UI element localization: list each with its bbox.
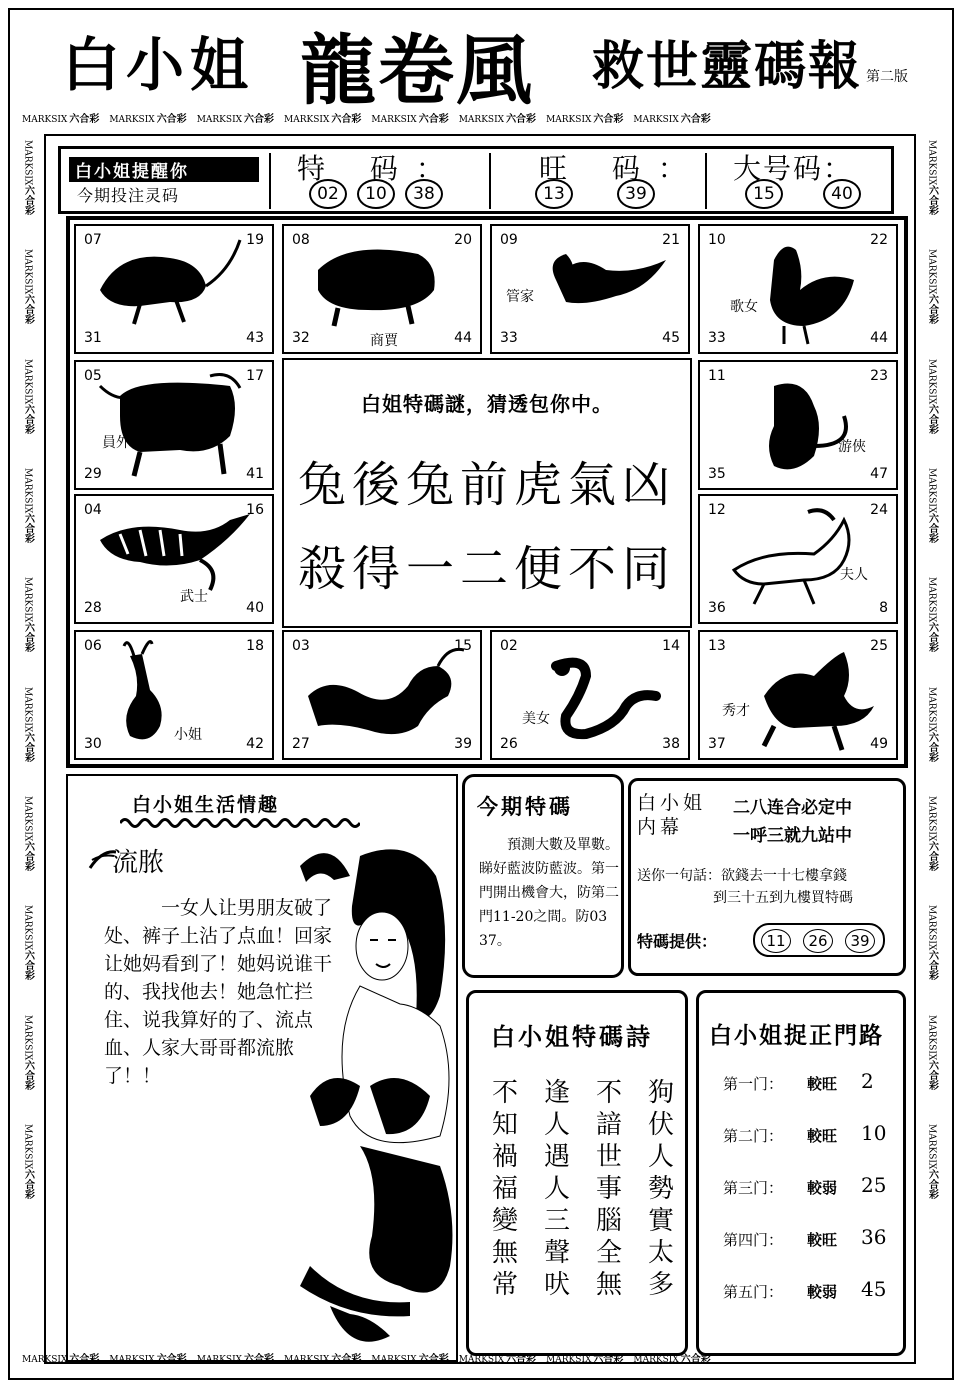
masthead-name: 白小姐 (62, 31, 255, 99)
big-number: 15 (745, 179, 783, 209)
horse-icon (704, 636, 894, 756)
watermark-text: MARKSIX 六合彩 (633, 114, 711, 125)
special-number: 02 (309, 179, 347, 209)
provide-number: 26 (803, 929, 833, 953)
inside-saying-2: 到三十五到九樓買特碼 (713, 890, 853, 906)
zodiac-cell (698, 360, 898, 490)
zodiac-number: 44 (870, 330, 888, 346)
gate-row (723, 1277, 903, 1307)
zodiac-role: 武士 (180, 589, 208, 605)
zodiac-role: 員外 (102, 435, 130, 451)
zodiac-number: 32 (292, 330, 310, 346)
ox-icon (80, 366, 270, 486)
watermark-text: MARKSIX六合彩 (926, 1124, 938, 1200)
zodiac-number: 31 (84, 330, 102, 346)
watermark-text: MARKSIX 六合彩 (196, 1354, 275, 1365)
watermark-column-left (18, 140, 38, 1199)
zodiac-number: 27 (292, 736, 310, 752)
masthead-subtitle: 救世靈碼報 (592, 37, 863, 97)
zodiac-number: 41 (246, 466, 264, 482)
divider (705, 153, 707, 209)
snake-icon (496, 636, 686, 756)
poem-column-1: 不知禍福變無常 (491, 1078, 518, 1300)
poem-title: 白小姐特碼詩 (491, 1022, 653, 1051)
watermark-text: MARKSIX六合彩 (926, 1014, 938, 1091)
provide-label: 特碼提供： (637, 932, 718, 951)
zodiac-cell (74, 494, 274, 624)
divider (269, 153, 271, 209)
zodiac-number: 44 (454, 330, 472, 346)
wang-number: 39 (617, 179, 655, 209)
watermark-text: MARKSIX 六合彩 (109, 1354, 187, 1365)
zodiac-number: 18 (246, 638, 264, 654)
zodiac-role: 管家 (506, 289, 534, 305)
zodiac-number: 02 (500, 638, 518, 654)
life-title: 白小姐生活情趣 (132, 794, 280, 816)
zodiac-number: 35 (708, 466, 726, 482)
zodiac-cell (698, 224, 898, 354)
big-label: 大号码： (733, 152, 854, 185)
gate-number: 10 (861, 1121, 887, 1145)
inside-saying-1: 送你一句話：欲錢去一十七樓拿錢 (637, 868, 847, 884)
poem-panel (466, 990, 688, 1356)
zodiac-role: 小姐 (174, 727, 202, 743)
zodiac-cell (282, 630, 482, 760)
watermark-text: MARKSIX六合彩 (22, 686, 34, 763)
zodiac-cell (698, 494, 898, 624)
zodiac-role: 商賈 (370, 333, 398, 349)
life-humor-panel (66, 774, 458, 1362)
gate-row (723, 1225, 903, 1255)
zodiac-number: 42 (246, 736, 264, 752)
watermark-text: MARKSIX六合彩 (926, 686, 938, 763)
wang-number: 13 (535, 179, 573, 209)
zodiac-role: 美女 (522, 711, 550, 727)
inside-scoop-panel (628, 778, 906, 976)
special-body: 預測大數及單數。睇好藍波防藍波。第一門開出機會大，防第二門11-20之間。防03 37。 (479, 837, 619, 949)
dragon-icon (288, 636, 478, 756)
riddle-box (282, 358, 692, 628)
divider (489, 153, 491, 209)
watermark-text: MARKSIX 六合彩 (546, 1354, 624, 1365)
watermark-text: MARKSIX六合彩 (22, 468, 34, 544)
zodiac-number: 49 (870, 736, 888, 752)
zodiac-cell (282, 224, 482, 354)
zodiac-number: 16 (246, 502, 264, 518)
watermark-text: MARKSIX六合彩 (926, 249, 938, 325)
gate-row (723, 1121, 903, 1151)
gate-status: 較旺 (807, 1127, 838, 1145)
watermark-row-top (22, 110, 711, 125)
zodiac-number: 25 (870, 638, 888, 654)
zodiac-number: 15 (454, 638, 472, 654)
reminder-subtitle: 今期投注灵码 (77, 186, 180, 205)
zodiac-number: 45 (662, 330, 680, 346)
zodiac-number: 28 (84, 600, 102, 616)
watermark-text: MARKSIX六合彩 (22, 577, 34, 653)
special-number: 38 (405, 179, 443, 209)
provide-numbers (753, 923, 885, 957)
zodiac-number: 19 (246, 232, 264, 248)
woman-photo (290, 836, 458, 1360)
big-number: 40 (823, 179, 861, 209)
special-title: 今期特碼 (477, 794, 573, 819)
gate-status: 較旺 (807, 1231, 838, 1249)
wang-label: 旺 码： (539, 152, 704, 185)
zodiac-cell (74, 224, 274, 354)
zodiac-number: 06 (84, 638, 102, 654)
edition-label: 第二版 (866, 69, 908, 85)
monkey-icon (704, 366, 894, 486)
watermark-text: MARKSIX六合彩 (22, 1124, 34, 1200)
gate-label: 第五门： (723, 1283, 784, 1301)
masthead-title: 龍卷風 (300, 26, 534, 115)
watermark-text: MARKSIX 六合彩 (196, 114, 275, 125)
watermark-text: MARKSIX六合彩 (926, 358, 938, 435)
zodiac-cell (490, 630, 690, 760)
zodiac-number: 23 (870, 368, 888, 384)
provide-number: 39 (845, 929, 875, 953)
watermark-text: MARKSIX 六合彩 (284, 1354, 362, 1365)
provide-number: 11 (761, 929, 791, 953)
riddle-line-1: 兔後兔前虎氣凶 (297, 457, 676, 513)
zodiac-number: 30 (84, 736, 102, 752)
special-number: 10 (357, 179, 395, 209)
zodiac-number: 33 (708, 330, 726, 346)
rat-icon (80, 230, 270, 350)
gate-row (723, 1069, 903, 1099)
zodiac-number: 33 (500, 330, 518, 346)
inside-title: 白小姐内幕 (637, 792, 707, 838)
zodiac-number: 10 (708, 232, 726, 248)
watermark-text: MARKSIX六合彩 (22, 140, 34, 216)
gate-status: 較弱 (807, 1283, 838, 1301)
zodiac-number: 47 (870, 466, 888, 482)
watermark-text: MARKSIX 六合彩 (109, 114, 187, 125)
poem-column-2: 逢人遇人三聲吠 (543, 1078, 570, 1300)
reminder-box (69, 157, 259, 207)
watermark-text: MARKSIX 六合彩 (458, 114, 537, 125)
zodiac-number: 20 (454, 232, 472, 248)
gate-number: 25 (861, 1173, 887, 1197)
inside-headline-2: 一呼三就九站中 (733, 826, 852, 846)
watermark-text: MARKSIX 六合彩 (546, 114, 624, 125)
zodiac-number: 26 (500, 736, 518, 752)
watermark-text: MARKSIX 六合彩 (371, 114, 449, 125)
watermark-text: MARKSIX六合彩 (926, 468, 938, 544)
gates-panel (696, 990, 906, 1356)
goat-icon (704, 500, 894, 620)
zodiac-number: 07 (84, 232, 102, 248)
zodiac-role: 秀才 (722, 703, 750, 719)
zodiac-number: 13 (708, 638, 726, 654)
hot-numbers-panel (58, 146, 894, 214)
watermark-text: MARKSIX六合彩 (926, 905, 938, 981)
watermark-column-right (922, 140, 942, 1199)
zodiac-number: 38 (662, 736, 680, 752)
watermark-text: MARKSIX 六合彩 (458, 1354, 537, 1365)
gate-row (723, 1173, 903, 1203)
poem-column-3: 不諳世事腦全無 (595, 1078, 622, 1300)
zodiac-number: 05 (84, 368, 102, 384)
zodiac-cell (74, 360, 274, 490)
zodiac-cell (74, 630, 274, 760)
zodiac-number: 08 (292, 232, 310, 248)
zodiac-number: 12 (708, 502, 726, 518)
reminder-title: 白小姐提醒你 (69, 157, 259, 182)
watermark-text: MARKSIX 六合彩 (284, 114, 362, 125)
watermark-text: MARKSIX六合彩 (926, 577, 938, 653)
zodiac-number: 37 (708, 736, 726, 752)
gate-label: 第四门： (723, 1231, 784, 1249)
gate-number: 2 (861, 1069, 874, 1093)
zodiac-role: 游俠 (838, 439, 866, 455)
rooster-icon (704, 230, 894, 350)
zodiac-role: 夫人 (840, 567, 868, 583)
zodiac-cell (698, 630, 898, 760)
gate-label: 第一门： (723, 1075, 784, 1093)
zodiac-role: 歌女 (730, 299, 758, 315)
watermark-text: MARKSIX 六合彩 (633, 1354, 711, 1365)
inside-headline-1: 二八连合必定中 (733, 798, 852, 818)
riddle-header: 白姐特碼謎，猜透包你中。 (361, 392, 613, 416)
life-subtitle: 流脓 (112, 848, 165, 878)
watermark-text: MARKSIX六合彩 (22, 905, 34, 981)
poem-column-4: 狗伏人勢實太多 (647, 1078, 674, 1300)
zodiac-number: 17 (246, 368, 264, 384)
gate-label: 第三门： (723, 1179, 784, 1197)
zodiac-number: 43 (246, 330, 264, 346)
watermark-text: MARKSIX六合彩 (926, 140, 938, 216)
zodiac-number: 40 (246, 600, 264, 616)
zodiac-number: 09 (500, 232, 518, 248)
zodiac-number: 22 (870, 232, 888, 248)
gate-number: 45 (861, 1277, 887, 1301)
watermark-text: MARKSIX六合彩 (22, 1014, 34, 1091)
wavy-underline (120, 816, 360, 830)
zodiac-number: 11 (708, 368, 726, 384)
life-body: 一女人让男朋友破了处、裤子上沾了点血！回家让她妈看到了！她妈说谁干的、我找他去！她急忙拦住、说我算好的了、流点血、人家大哥哥都流脓了！！ (104, 897, 333, 1087)
watermark-text: MARKSIX六合彩 (22, 796, 34, 872)
watermark-text: MARKSIX六合彩 (22, 358, 34, 435)
special-label: 特 码： (297, 152, 462, 185)
zodiac-number: 29 (84, 466, 102, 482)
zodiac-number: 21 (662, 232, 680, 248)
watermark-text: MARKSIX六合彩 (926, 796, 938, 872)
zodiac-cell (490, 224, 690, 354)
riddle-line-2: 殺得一二便不同 (297, 541, 676, 597)
gate-status: 較弱 (807, 1179, 838, 1197)
zodiac-number: 14 (662, 638, 680, 654)
zodiac-number: 03 (292, 638, 310, 654)
zodiac-number: 8 (879, 600, 888, 616)
zodiac-number: 24 (870, 502, 888, 518)
gate-status: 較旺 (807, 1075, 838, 1093)
gate-number: 36 (861, 1225, 887, 1249)
tiger-icon (80, 500, 270, 620)
zodiac-number: 39 (454, 736, 472, 752)
watermark-text: MARKSIX 六合彩 (22, 1354, 100, 1365)
watermark-text: MARKSIX 六合彩 (371, 1354, 449, 1365)
gates-title: 白小姐捉正門路 (709, 1022, 884, 1049)
watermark-text: MARKSIX 六合彩 (22, 114, 100, 125)
zodiac-number: 36 (708, 600, 726, 616)
watermark-text: MARKSIX六合彩 (22, 249, 34, 325)
special-code-panel (462, 774, 624, 978)
gate-label: 第二门： (723, 1127, 784, 1145)
zodiac-number: 04 (84, 502, 102, 518)
